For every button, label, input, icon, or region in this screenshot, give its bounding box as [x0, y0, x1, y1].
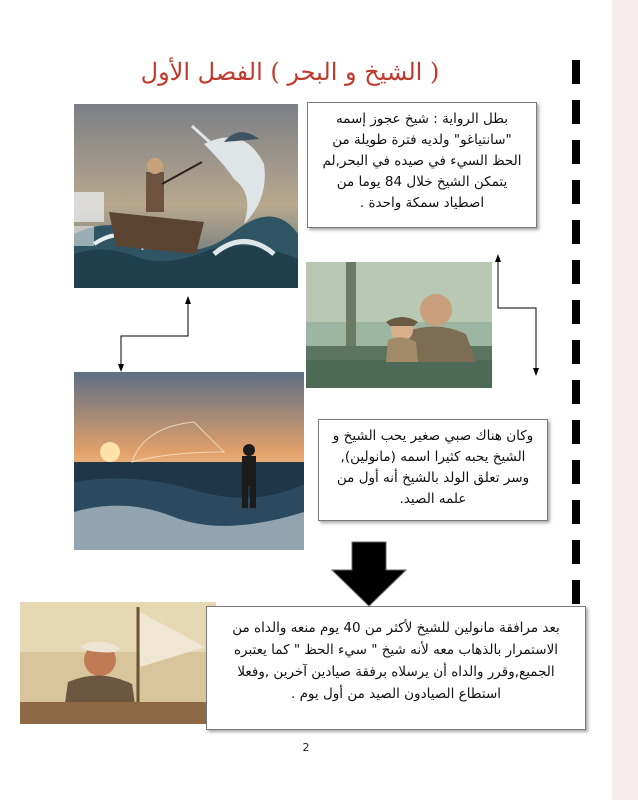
chapter-title: ( الشيخ و البحر ) الفصل الأول: [140, 58, 440, 86]
boy-intro-text: وكان هناك صبي صغير يحب الشيخ و الشيخ يحبه كثيرا اسمه (مانولين), وسر تعلق الولد بالشيخ أنه أول من علمه الصيد.: [332, 428, 534, 507]
connector-down-arrow: [498, 258, 536, 372]
hero-intro-text: بطل الرواية : شيخ عجوز إسمه "سانتياغو" ولديه فترة طويلة من الحظ السيء في صيده في البحر,لم يتمكن الشيخ خلال 84 يوما من اصطياد سمكة واحدة .: [322, 111, 522, 211]
parents-decision-text: بعد مرافقة مانولين للشيخ لأكثر من 40 يوم منعه والداه من الاستمرار بالذهاب معه لأنه شيخ " سيء الحظ " كما يعتبره الجميع,وقرر والداه أن يرسلاه برفقة صيادين آخرين ,وفعلا استطاع الصيادون الصيد من أول يوم .: [232, 620, 560, 702]
arrowhead-down-right: [533, 368, 539, 376]
arrowhead-up: [185, 296, 191, 304]
big-down-arrow: [332, 542, 406, 606]
connector-up-arrow: [121, 300, 188, 370]
arrowhead-down-left: [118, 364, 124, 372]
arrowhead-up-right: [495, 254, 501, 262]
page-number: 2: [302, 741, 310, 754]
